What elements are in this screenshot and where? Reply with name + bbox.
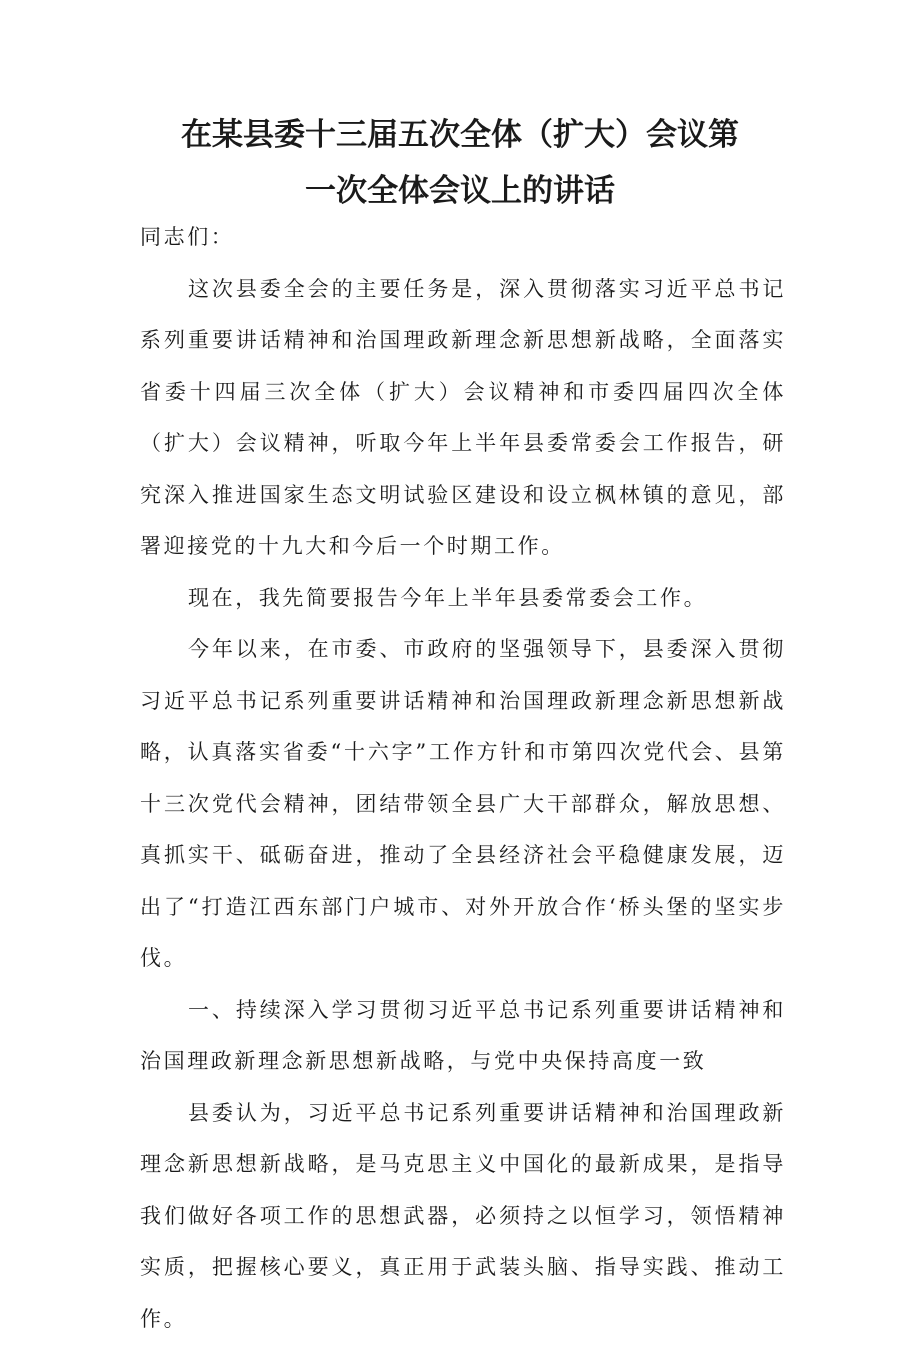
title-line-1: 在某县委十三届五次全体（扩大）会议第 [140, 107, 780, 163]
document-body [140, 212, 786, 1345]
paragraph-intro: 这次县委全会的主要任务是，深入贯彻落实习近平总书记系列重要讲话精神和治国理政新理念新思想新战略，全面落实省委十四届三次全体（扩大）会议精神和市委四届四次全体（扩大）会议精神，听取今年上半年县委常委会工作报告，研究深入推进国家生态文明试验区建设和设立枫林镇的意见，部署迎接党的十九大和今后一个时期工作。 [140, 264, 786, 573]
section-heading-1: 一、持续深入学习贯彻习近平总书记系列重要讲话精神和治国理政新理念新思想新战略，与党中央保持高度一致 [140, 985, 786, 1088]
salutation: 同志们： [140, 212, 786, 264]
paragraph-section-1: 县委认为，习近平总书记系列重要讲话精神和治国理政新理念新思想新战略，是马克思主义中国化的最新成果，是指导我们做好各项工作的思想武器，必须持之以恒学习，领悟精神实质，把握核心要义，真正用于武装头脑、指导实践、推动工作。 [140, 1088, 786, 1345]
title-line-2: 一次全体会议上的讲话 [140, 163, 780, 219]
paragraph-report-intro: 现在，我先简要报告今年上半年县委常委会工作。 [140, 573, 786, 625]
document-title [140, 107, 780, 219]
paragraph-summary: 今年以来，在市委、市政府的坚强领导下，县委深入贯彻习近平总书记系列重要讲话精神和治国理政新理念新思想新战略，认真落实省委“十六字”工作方针和市第四次党代会、县第十三次党代会精神，团结带领全县广大干部群众，解放思想、真抓实干、砥砺奋进，推动了全县经济社会平稳健康发展，迈出了“打造江西东部门户城市、对外开放合作‘桥头堡的坚实步伐。 [140, 624, 786, 985]
